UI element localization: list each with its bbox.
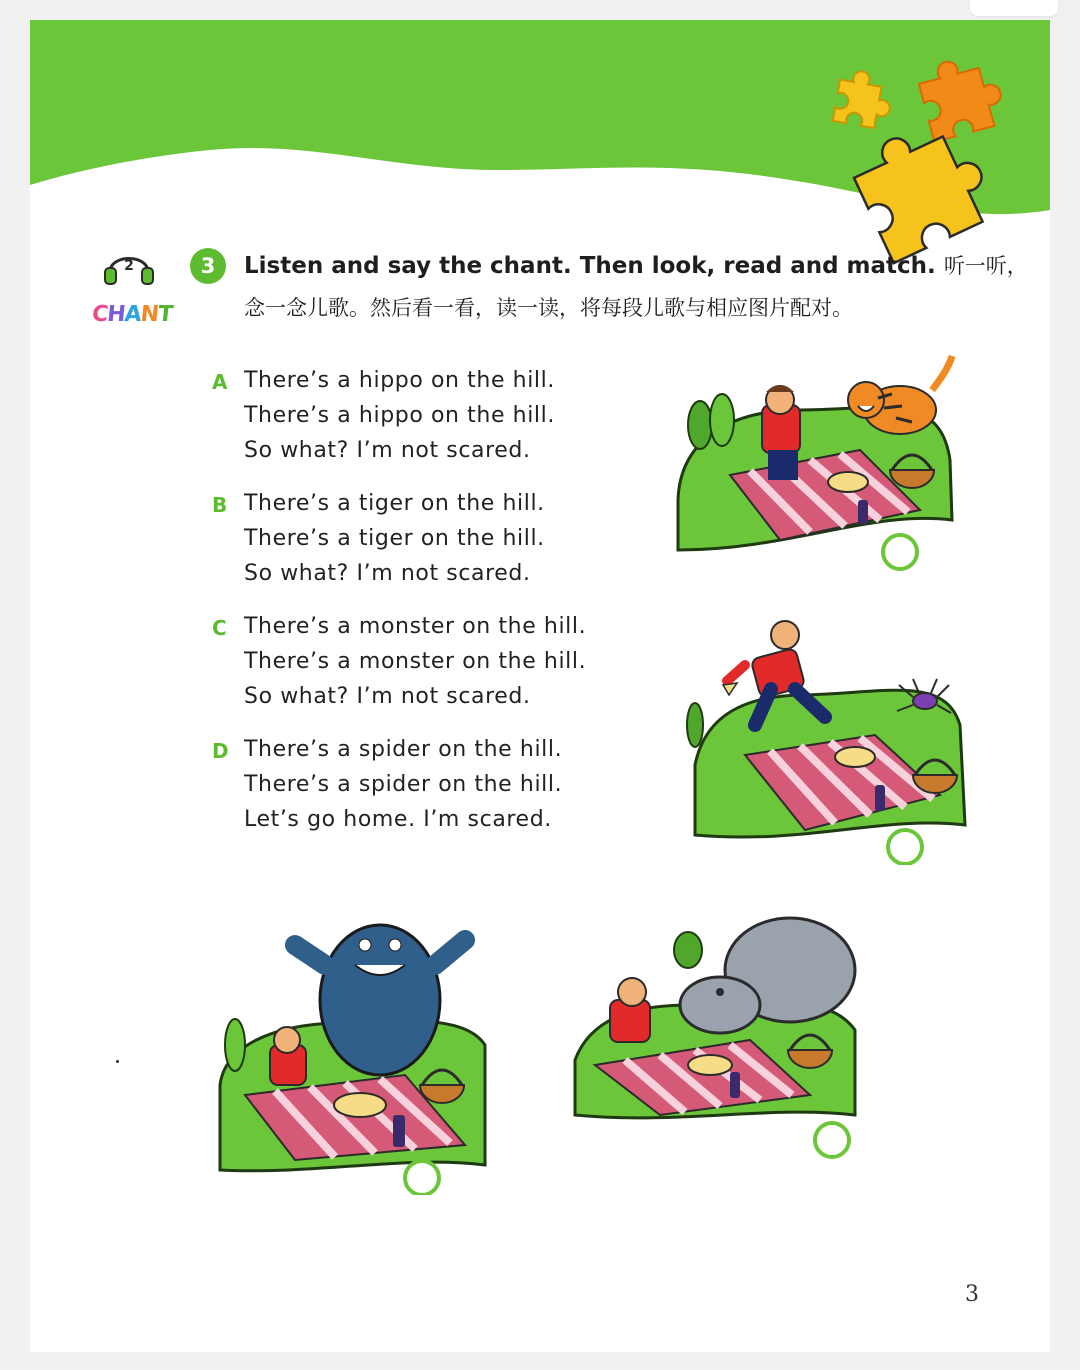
textbook-page [30, 20, 1050, 1352]
verse-line: Let’s go home. I’m scared. [244, 807, 552, 832]
audio-track-number: 2 [124, 258, 134, 274]
headphones-icon[interactable] [102, 246, 156, 286]
monster-picnic-picture [220, 925, 485, 1195]
tiger-picnic-picture [670, 350, 960, 572]
instruction-chinese-2: 念一念儿歌。然后看一看，读一读，将每段儿歌与相应图片配对。 [244, 296, 853, 320]
verse-letter: B [212, 493, 228, 517]
hippo-picnic-picture [575, 918, 855, 1157]
chant-letter: C [90, 302, 109, 327]
instruction-english: Listen and say the chant. Then look, read and match. [244, 253, 936, 279]
verse-line: There’s a tiger on the hill. [244, 526, 545, 551]
spider-picnic-picture [687, 621, 965, 864]
chant-letter: A [123, 302, 142, 327]
chant-badge [91, 302, 174, 327]
chant-letter: H [105, 302, 126, 327]
verse-line: So what? I’m not scared. [244, 684, 531, 709]
chant-letter: T [156, 302, 174, 327]
chant-letter: N [139, 302, 160, 327]
stray-dot [116, 1060, 119, 1063]
verse-line: There’s a spider on the hill. [244, 772, 563, 797]
puzzle-pieces-icon [825, 60, 1025, 270]
verse-line: There’s a tiger on the hill. [244, 491, 545, 516]
browser-corner [970, 0, 1058, 16]
verse-line: So what? I’m not scared. [244, 438, 531, 463]
verse-line: There’s a hippo on the hill. [244, 368, 555, 393]
verse-letter: A [212, 370, 228, 394]
instruction-heading [244, 250, 1028, 280]
verse-letter: C [212, 616, 227, 640]
verse-line: There’s a monster on the hill. [244, 614, 587, 639]
page-number: 3 [965, 1282, 979, 1307]
instruction-chinese-1: 听一听， [943, 254, 1028, 278]
verse-line: So what? I’m not scared. [244, 561, 531, 586]
verse-letter: D [212, 739, 229, 763]
verse-line: There’s a hippo on the hill. [244, 403, 555, 428]
step-number: 3 [190, 248, 226, 284]
verse-line: There’s a spider on the hill. [244, 737, 563, 762]
verse-line: There’s a monster on the hill. [244, 649, 587, 674]
